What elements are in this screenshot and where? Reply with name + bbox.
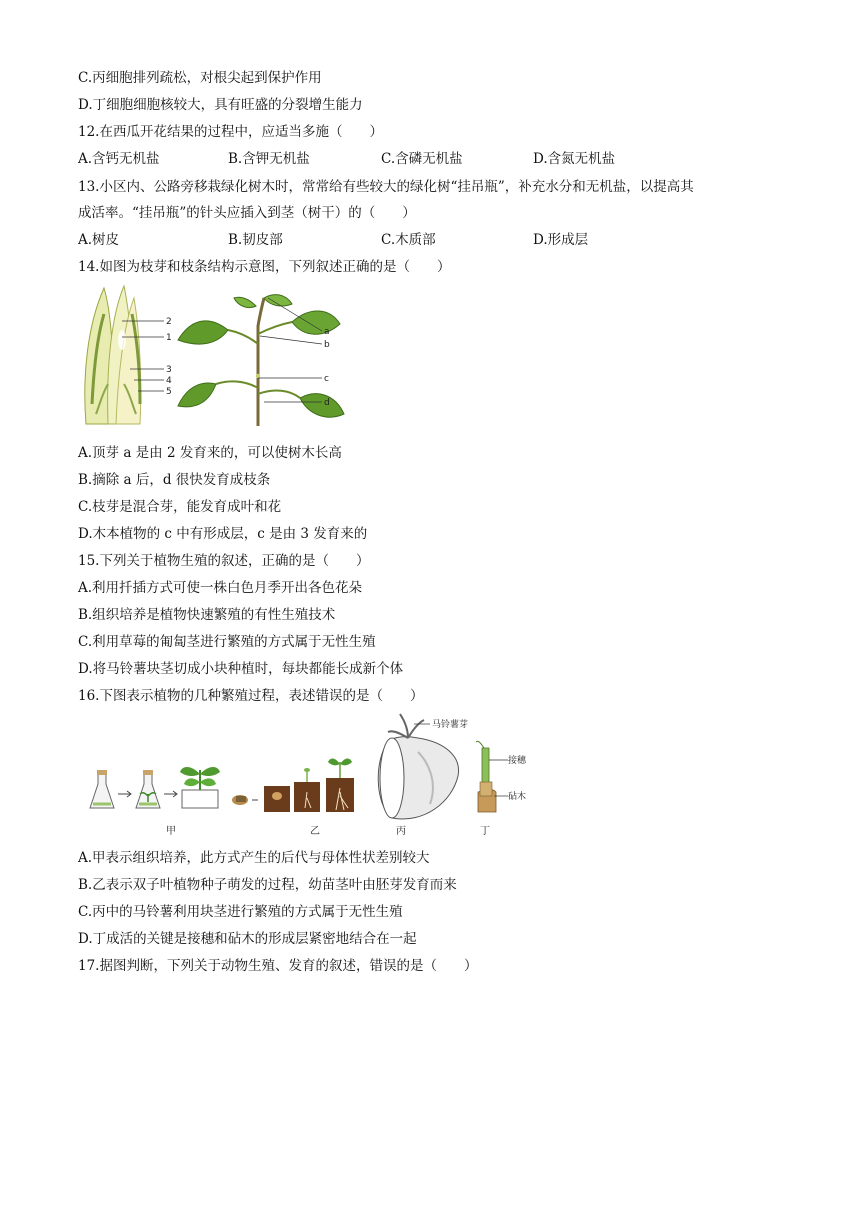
q16-option-c: C.丙中的马铃薯利用块茎进行繁殖的方式属于无性生殖 (78, 904, 403, 920)
twig-diagram (178, 295, 344, 426)
q12-option-c: C.含磷无机盐 (381, 151, 463, 167)
twig-label-b: b (324, 340, 330, 350)
q14-stem: 14.如图为枝芽和枝条结构示意图，下列叙述正确的是（ ） (78, 259, 451, 275)
twig-label-a: a (324, 327, 330, 337)
tissue-culture-illustration (90, 767, 220, 808)
rootstock-label: 砧木 (508, 792, 527, 802)
q13-stem-line2: 成活率。“挂吊瓶”的针头应插入到茎（树干）的（ ） (78, 205, 416, 221)
q11-option-c: C.丙细胞排列疏松，对根尖起到保护作用 (78, 70, 322, 86)
q17-stem: 17.据图判断，下列关于动物生殖、发育的叙述，错误的是（ ） (78, 958, 478, 974)
q14-option-a: A.顶芽 a 是由 2 发育来的，可以使树木长高 (78, 445, 342, 461)
bud-label-1: 1 (166, 333, 172, 343)
seed-germination-illustration (232, 759, 354, 813)
branch-bud-diagram (85, 286, 141, 424)
q15-option-a: A.利用扦插方式可使一株白色月季开出各色花朵 (78, 580, 363, 596)
grafting-illustration (476, 741, 508, 812)
q16-figure (78, 712, 538, 842)
potato-bud-label: 马铃薯芽 (432, 720, 469, 730)
bud-label-4: 4 (166, 376, 172, 386)
q16-option-b: B.乙表示双子叶植物种子萌发的过程，幼苗茎叶由胚芽发育而来 (78, 877, 457, 893)
q14-option-d: D.木本植物的 c 中有形成层，c 是由 3 发育来的 (78, 526, 368, 542)
q15-option-d: D.将马铃薯块茎切成小块种植时，每块都能长成新个体 (78, 661, 404, 677)
bud-label-2: 2 (166, 317, 172, 327)
q15-stem: 15.下列关于植物生殖的叙述，正确的是（ ） (78, 553, 370, 569)
q13-option-a: A.树皮 (78, 232, 120, 248)
q12-options (78, 149, 778, 169)
q13-option-d: D.形成层 (533, 232, 589, 248)
q15-option-c: C.利用草莓的匍匐茎进行繁殖的方式属于无性生殖 (78, 634, 376, 650)
q14-option-b: B.摘除 a 后，d 很快发育成枝条 (78, 472, 271, 488)
q15-option-b: B.组织培养是植物快速繁殖的有性生殖技术 (78, 607, 336, 623)
q11-option-d: D.丁细胞细胞核较大，具有旺盛的分裂增生能力 (78, 97, 363, 113)
q14-option-c: C.枝芽是混合芽，能发育成叶和花 (78, 499, 282, 515)
q13-option-b: B.韧皮部 (228, 232, 283, 248)
q16-option-d: D.丁成活的关键是接穗和砧木的形成层紧密地结合在一起 (78, 931, 417, 947)
q13-option-c: C.木质部 (381, 232, 436, 248)
q16-option-a: A.甲表示组织培养，此方式产生的后代与母体性状差别较大 (78, 850, 430, 866)
caption-jia: 甲 (166, 826, 176, 837)
q13-options (78, 230, 778, 250)
scion-label: 接穗 (508, 756, 527, 766)
caption-ding: 丁 (480, 826, 490, 837)
q12-option-b: B.含钾无机盐 (228, 151, 310, 167)
q14-figure (78, 284, 358, 432)
bud-label-5: 5 (166, 387, 172, 397)
twig-label-d: d (324, 398, 330, 408)
q12-option-d: D.含氮无机盐 (533, 151, 616, 167)
q12-option-a: A.含钙无机盐 (78, 151, 160, 167)
bud-label-3: 3 (166, 365, 172, 375)
q12-stem: 12.在西瓜开花结果的过程中，应适当多施（ ） (78, 124, 383, 140)
caption-bing: 丙 (396, 826, 406, 837)
q13-stem-line1: 13.小区内、公路旁移栽绿化树木时，常常给有些较大的绿化树“挂吊瓶”，补充水分和无机盐，以提高其 (78, 179, 694, 195)
twig-label-c: c (324, 374, 329, 384)
caption-yi: 乙 (310, 826, 320, 837)
q16-stem: 16.下图表示植物的几种繁殖过程，表述错误的是（ ） (78, 688, 424, 704)
